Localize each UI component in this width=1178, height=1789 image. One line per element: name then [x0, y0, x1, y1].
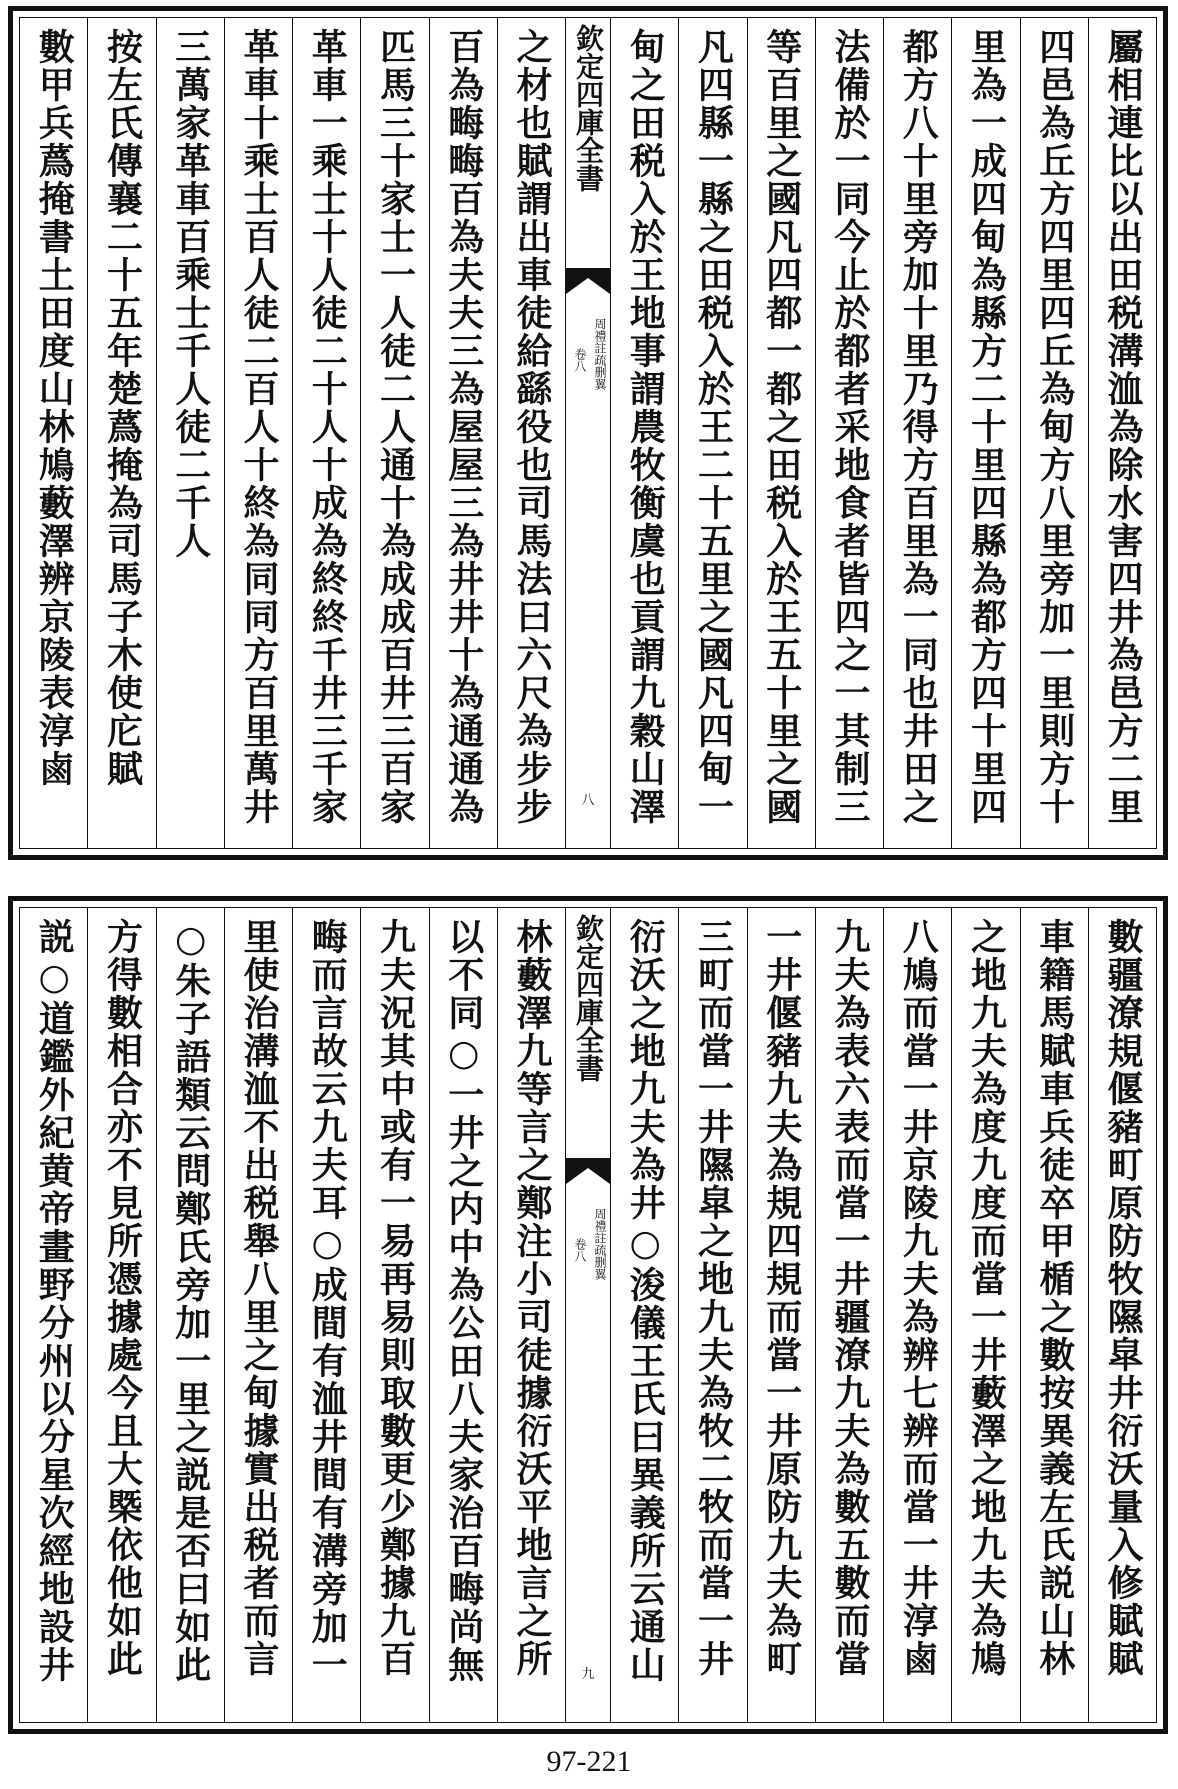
text-column: 法備於一同今止於都者采地食者皆四之一其制三: [815, 18, 883, 848]
text-column: 八鳩而當一井京陵九夫為辨七辨而當一井淳鹵: [883, 908, 951, 1722]
text-column: 等百里之國凡四都一都之田税入於王五十里之國: [747, 18, 815, 848]
text-column: 按左氏傳襄二十五年楚蔿掩為司馬子木使庀賦: [87, 18, 155, 848]
text-column: 都方八十里旁加十里乃得方百里為一同也井田之: [883, 18, 951, 848]
text-column: 里為一成四甸為縣方二十里四縣為都方四十里四: [951, 18, 1019, 848]
page-number: 九: [581, 1667, 595, 1682]
text-column: 之地九夫為度九度而當一井藪澤之地九夫為鳩: [951, 908, 1019, 1722]
text-column: 之材也賦謂出車徒給繇役也司馬法曰六尺為步步: [497, 18, 565, 848]
page-footer-number: 97-221: [546, 1745, 632, 1778]
lower-page-columns: [20, 908, 1156, 1722]
text-column: 革車一乘士十人徒二十人十成為終終千井三千家: [292, 18, 360, 848]
text-column: 林藪澤九等言之鄭注小司徒據衍沃平地言之所: [497, 908, 565, 1722]
margin-book-title: 周禮註疏删翼: [593, 318, 607, 390]
text-column: 衍沃之地九夫為井○浚儀王氏曰異義所云通山: [610, 908, 678, 1722]
text-column: 革車十乘士百人徒二百人十終為同同方百里萬井: [224, 18, 292, 848]
upper-page: [8, 6, 1168, 860]
text-column: 説○道鑑外紀黄帝畫野分州以分星次經地設井: [33, 918, 76, 1684]
text-column: 方得數相合亦不見所憑據處今且大槩依他如此: [87, 908, 155, 1722]
text-column: 九夫況其中或有一易再易則取數更少鄭據九百: [360, 908, 428, 1722]
margin-book-title: 周禮註疏删翼: [593, 1208, 607, 1280]
lower-page: [8, 896, 1168, 1734]
upper-page-columns: [20, 18, 1156, 848]
text-column: 一井偃豬九夫為規四規而當一井原防九夫為町: [747, 908, 815, 1722]
upper-page-frame: [19, 17, 1157, 849]
margin-volume: 卷八: [573, 1238, 587, 1262]
fish-tail-icon: [566, 268, 610, 296]
margin-title: 欽定四庫全書: [572, 914, 605, 1082]
page-number: 八: [581, 793, 595, 808]
text-column: 百為畮畮百為夫夫三為屋屋三為井井十為通通為: [429, 18, 497, 848]
text-column: ○朱子語類云問鄭氏旁加一里之説是否曰如此: [156, 908, 224, 1722]
center-margin: [565, 908, 610, 1722]
text-column: 屬相連比以出田税溝洫為除水害四井為邑方二里: [1088, 18, 1156, 848]
text-column: 畮而言故云九夫耳○成間有洫井間有溝旁加一: [292, 908, 360, 1722]
center-margin: [565, 18, 610, 848]
text-column: 四邑為丘方四里四丘為甸方八里旁加一里則方十: [1020, 18, 1088, 848]
text-column: 車籍馬賦車兵徒卒甲楯之數按異義左氏説山林: [1020, 908, 1088, 1722]
text-column: 數甲兵蔿掩書土田度山林鳩藪澤辨京陵表淳鹵: [33, 28, 76, 788]
lower-page-frame: [19, 907, 1157, 1723]
text-column: 三萬家革車百乘士千人徒二千人: [156, 18, 224, 848]
margin-title: 欽定四庫全書: [572, 24, 605, 192]
margin-volume: 卷八: [573, 348, 587, 372]
text-column: 以不同○一井之内中為公田八夫家治百畮尚無: [429, 908, 497, 1722]
text-column: 里使治溝洫不出税舉八里之甸據實出税者而言: [224, 908, 292, 1722]
text-column: 三町而當一井隰皐之地九夫為牧二牧而當一井: [678, 908, 746, 1722]
text-column: 數疆潦規偃豬町原防牧隰皐井衍沃量入修賦賦: [1088, 908, 1156, 1722]
text-column: 匹馬三十家士一人徒二人通十為成成百井三百家: [360, 18, 428, 848]
text-column: 九夫為表六表而當一井疆潦九夫為數五數而當: [815, 908, 883, 1722]
fish-tail-icon: [566, 1158, 610, 1186]
text-column: 凡四縣一縣之田税入於王二十五里之國凡四甸一: [678, 18, 746, 848]
text-column: 甸之田税入於王地事謂農牧衡虞也貢謂九穀山澤: [610, 18, 678, 848]
